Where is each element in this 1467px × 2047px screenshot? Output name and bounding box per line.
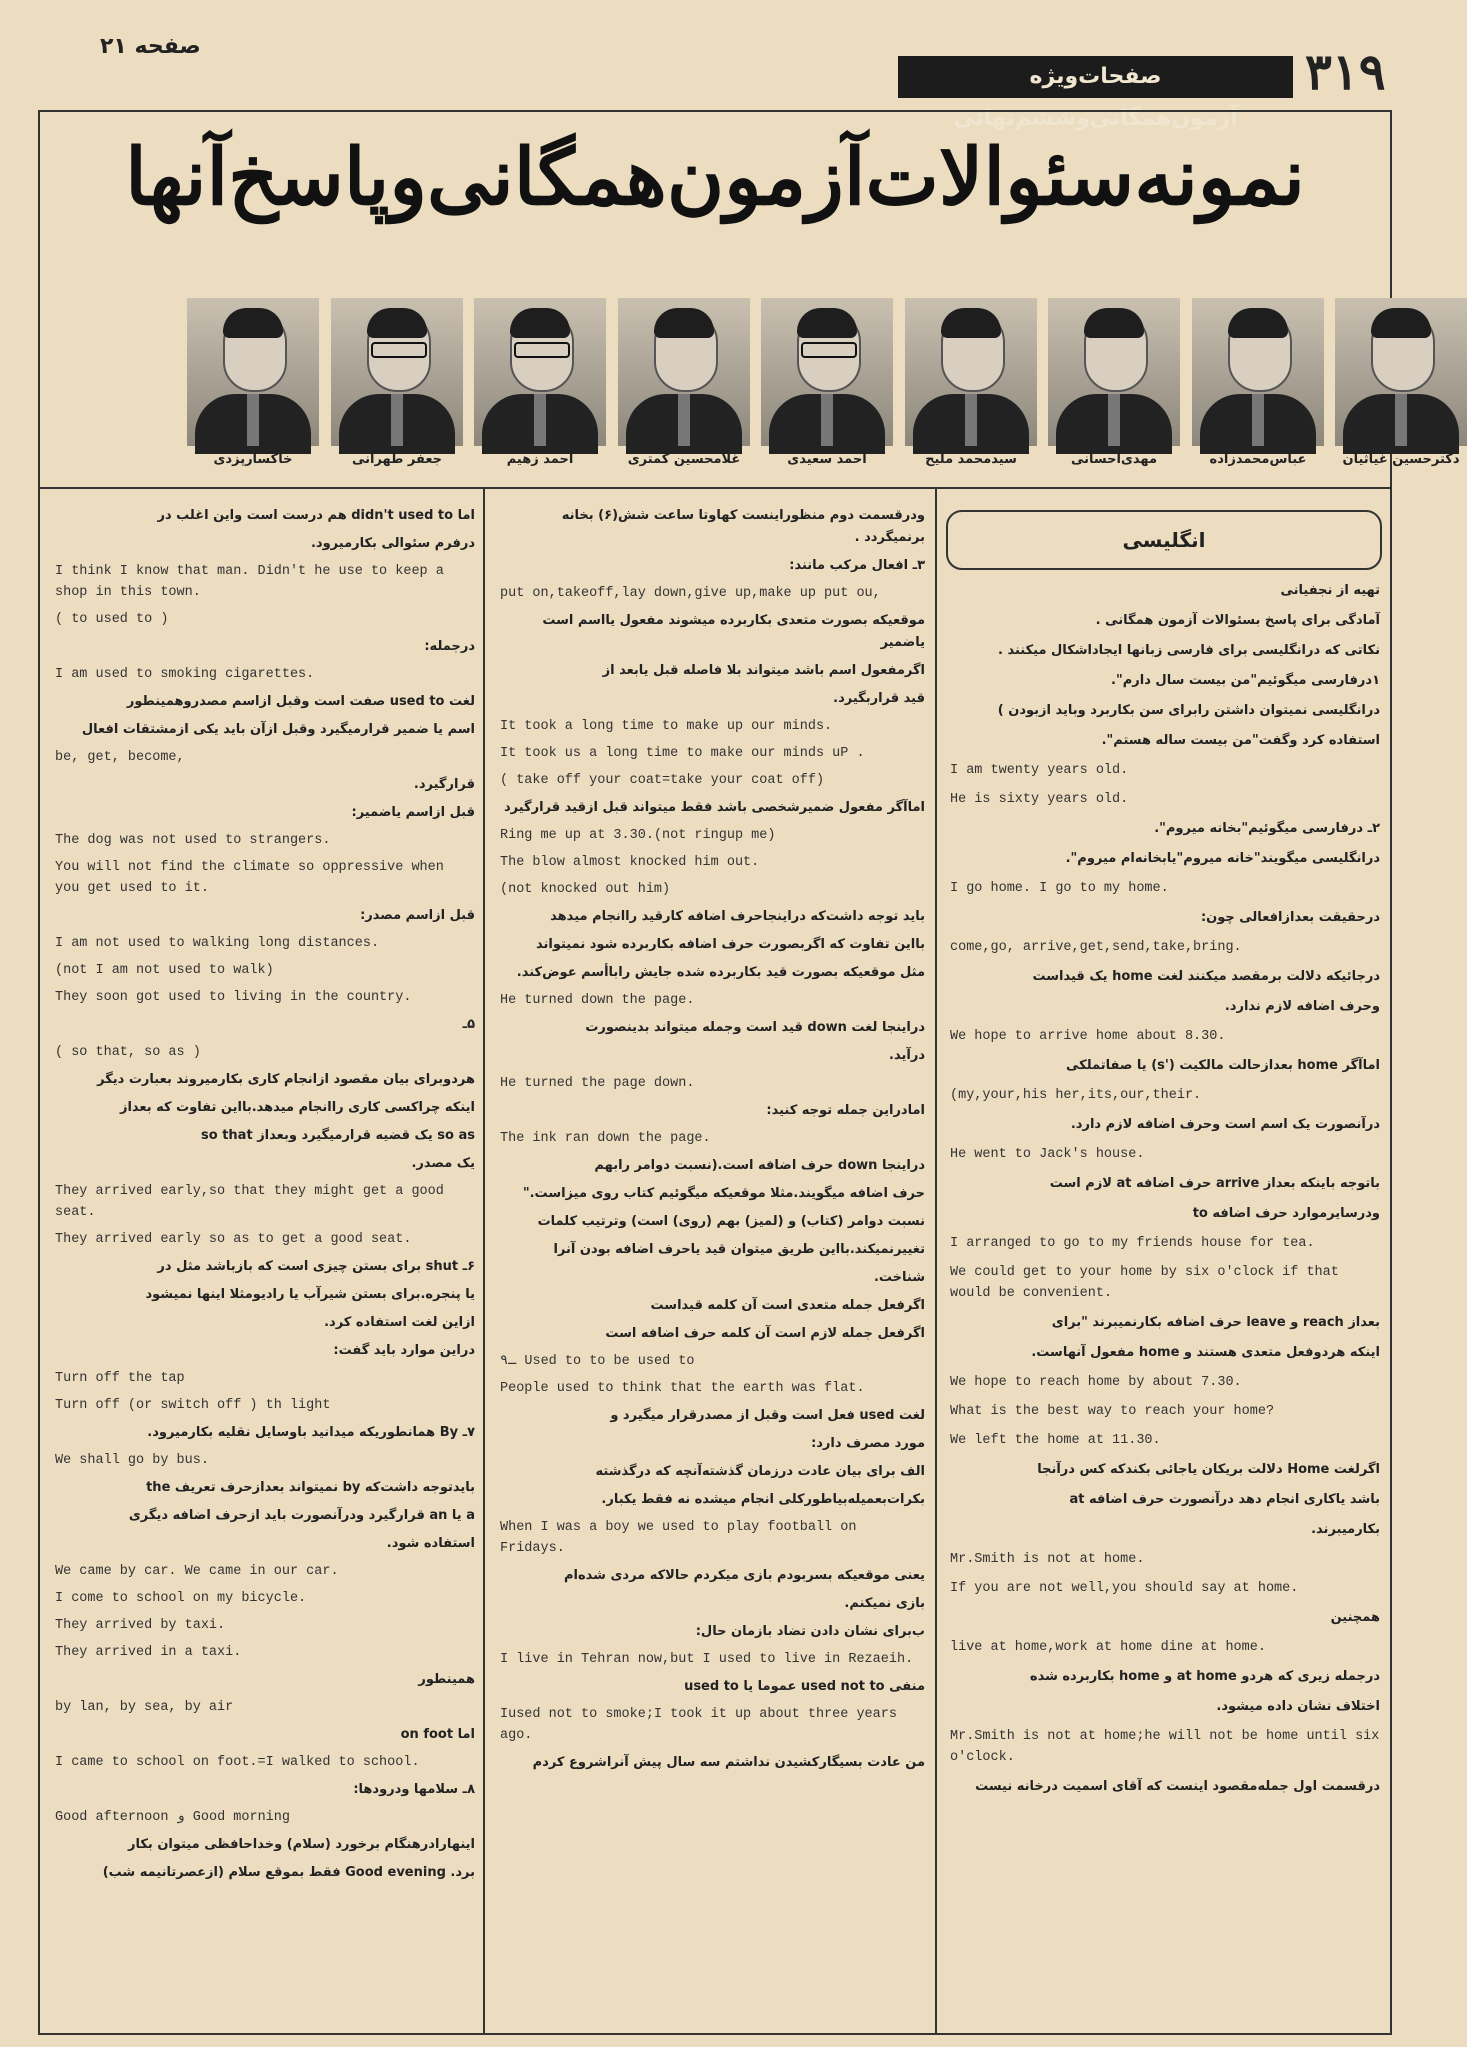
- persian-text: اما didn't used to هم درست است واین اغلب در: [157, 508, 475, 523]
- persian-text: دراین موارد باید گفت:: [333, 1343, 475, 1358]
- english-example: ( so that, so as ): [55, 1045, 201, 1060]
- english-example: I think I know that man. Didn't he use to keep a shop in this town.: [55, 564, 444, 600]
- english-example: People used to think that the earth was flat.: [500, 1381, 865, 1396]
- persian-text: ۶ـ shut برای بستن چیزی است که بازباشد مثل در: [157, 1259, 475, 1274]
- english-example: Ring me up at 3.30.(not ringup me): [500, 828, 776, 843]
- persian-text: ازاین لغت استفاده کرد.: [324, 1315, 475, 1330]
- persian-text: قبل ازاسم یاضمیر:: [351, 805, 475, 820]
- portrait-caption: غلامحسین کمتری: [627, 452, 741, 467]
- page-label: صفحه ۲۱: [100, 34, 201, 59]
- english-example: They arrived early,so that they might get a good seat.: [55, 1184, 444, 1220]
- persian-text: بکرات‌بعمیله‌بیاطورکلی انجام میشده نه فقط یکبار.: [601, 1492, 925, 1507]
- english-example: I arranged to go to my friends house for tea.: [950, 1236, 1315, 1251]
- persian-text: درآید.: [889, 1048, 925, 1063]
- column-divider-top: [38, 487, 1392, 489]
- persian-text: اینکه چراکسی کاری راانجام میدهد.بااین تفاوت که بعداز: [119, 1100, 475, 1115]
- english-example: (my,your,his her,its,our,their.: [950, 1088, 1202, 1103]
- persian-text: ۲ـ درفارسی میگوئیم"بخانه میروم".: [1154, 821, 1380, 836]
- persian-text: درجائیکه دلالت برمقصد میکنند لغت home یک قیداست: [1032, 969, 1380, 984]
- portrait-photo: [1048, 298, 1180, 446]
- english-example: I am used to smoking cigarettes.: [55, 667, 315, 682]
- persian-text: اسم یا ضمیر قرارمیگیرد وقبل ازآن باید یکی ازمشتقات افعال: [81, 722, 475, 737]
- english-example: Turn off (or switch off ) th light: [55, 1398, 331, 1413]
- persian-text: a یا an قرارگیرد ودرآنصورت باید ازحرف اضافه دیگری: [128, 1508, 475, 1523]
- persian-text: ودرقسمت دوم منظوراینست کهاوتا ساعت شش(۶) بخانه برنمیگردد .: [561, 508, 925, 545]
- persian-text: اگرلغت Home دلالت بریکان یاجائی بکندکه کس درآنجا: [1037, 1462, 1380, 1477]
- persian-text: ب‌برای نشان دادن تضاد بازمان حال:: [695, 1624, 925, 1639]
- english-example: I go home. I go to my home.: [950, 881, 1169, 896]
- english-example: They arrived early so as to get a good seat.: [55, 1232, 412, 1247]
- english-example: What is the best way to reach your home?: [950, 1404, 1275, 1419]
- persian-text: ۳ـ افعال مرکب مانند:: [789, 558, 925, 573]
- persian-text: بازی نمیکنم.: [844, 1596, 925, 1611]
- english-example: They soon got used to living in the country.: [55, 990, 412, 1005]
- persian-text: ۵ـ: [462, 1017, 475, 1032]
- english-example: ( to used to ): [55, 612, 169, 627]
- portrait-photo: [618, 298, 750, 446]
- persian-text: تهیه از نجفیانی: [1280, 583, 1380, 598]
- persian-text: آمادگی برای پاسخ بسئوالات آزمون همگانی .: [1095, 613, 1380, 628]
- persian-text: درجمله:: [424, 639, 475, 654]
- portrait-photo: [474, 298, 606, 446]
- page-number: ۳۱۹: [1305, 42, 1386, 101]
- english-example: We could get to your home by six o'clock if that would be convenient.: [950, 1265, 1339, 1301]
- persian-text: ۱درفارسی میگوئیم"من بیست سال دارم".: [1111, 673, 1380, 688]
- persian-text: اختلاف نشان داده میشود.: [1216, 1699, 1380, 1714]
- persian-text: درقسمت اول جمله‌مقصود اینست که آقای اسمیت درخانه نیست: [975, 1779, 1380, 1794]
- persian-text: درانگلیسی میگویند"خانه میروم"یابخانه‌ام میروم".: [1065, 851, 1380, 866]
- portrait-caption: احمد زهیم: [506, 452, 574, 467]
- main-title: نمونه‌سئوالات‌آزمون‌همگانی‌وپاسخ‌آنها: [125, 132, 1305, 223]
- persian-text: درحقیقت بعدازافعالی چون:: [1200, 910, 1380, 925]
- persian-text: همچنین: [1330, 1610, 1380, 1625]
- column-middle: [500, 505, 925, 1780]
- persian-text: مثل موقعیکه بصورت قید بکاربرده شده جایش راباأسم عوض‌کند.: [516, 965, 925, 980]
- persian-text: اینهارادرهنگام برخورد (سلام) وخداحافظی میتوان بکار: [128, 1837, 475, 1852]
- english-example: They arrived in a taxi.: [55, 1645, 242, 1660]
- portrait-caption: دکترحسین غیاثیان: [1342, 452, 1460, 467]
- persian-text: اگرفعل جمله متعدی است آن کلمه قیداست: [650, 1298, 925, 1313]
- english-example: He turned down the page.: [500, 993, 695, 1008]
- english-example: put on,takeoff,lay down,give up,make up put ou,: [500, 586, 881, 601]
- persian-text: اگرمفعول اسم باشد میتواند بلا فاصله قبل یابعد از: [602, 663, 925, 678]
- english-example: Mr.Smith is not at home;he will not be home until six o'clock.: [950, 1729, 1380, 1765]
- persian-text: درجمله زیری که هردو at home و home بکاربرده شده: [1029, 1669, 1380, 1684]
- portrait-caption: جعفر طهرانی: [351, 452, 443, 467]
- persian-text: استفاده کرد وگفت"من بیست ساله هستم".: [1101, 733, 1380, 748]
- persian-text: نسبت دوامر (کتاب) و (لمیز) بهم (روی) است) وترتیب کلمات: [537, 1214, 925, 1229]
- persian-text: موقعیکه بصورت متعدی بکاربرده میشوند مفعول یااسم است یاضمیر: [542, 613, 925, 650]
- persian-text: ۸ـ سلامها ودرودها:: [353, 1782, 475, 1797]
- section-heading-english: انگلیسی: [946, 510, 1382, 570]
- persian-text: یعنی موقعیکه بسربودم بازی میکردم حالاکه مردی شده‌ام: [564, 1568, 925, 1583]
- column-divider: [935, 487, 937, 2035]
- portrait-photo: [905, 298, 1037, 446]
- portrait-photo: [1335, 298, 1467, 446]
- english-example: The dog was not used to strangers.: [55, 833, 331, 848]
- persian-text: امادراین جمله توجه کنید:: [766, 1103, 925, 1118]
- english-example: He went to Jack's house.: [950, 1147, 1145, 1162]
- english-example: We shall go by bus.: [55, 1453, 209, 1468]
- english-example: It took a long time to make up our minds.: [500, 719, 833, 734]
- english-example: If you are not well,you should say at home.: [950, 1581, 1299, 1596]
- column-right: [950, 580, 1380, 1806]
- english-example: Iused not to smoke;I took it up about three years ago.: [500, 1707, 897, 1743]
- english-example: The ink ran down the page.: [500, 1131, 711, 1146]
- persian-text: بااین تفاوت که اگربصورت حرف اضافه بکاربرده شود نمیتواند: [536, 937, 925, 952]
- persian-text: حرف اضافه میگویند.مثلا موقعیکه میگوئیم کتاب روی میزاست.": [522, 1186, 925, 1201]
- persian-text: درآنصورت یک اسم است وحرف اضافه لازم دارد.: [1070, 1117, 1380, 1132]
- persian-text: ۷ـ By همانطوریکه میدانید باوسایل نقلیه بکارمیرود.: [147, 1425, 475, 1440]
- english-example: ۹ـ Used to to be used to: [500, 1354, 695, 1369]
- english-example: Good afternoon و Good morning: [55, 1810, 290, 1825]
- persian-text: من عادت بسیگارکشیدن نداشتم سه سال پیش آنراشروع کردم: [532, 1755, 925, 1770]
- persian-text: دراینجا down حرف اضافه است.(نسبت دوامر رابهم: [594, 1158, 925, 1173]
- column-left: [55, 505, 475, 1890]
- english-example: I am twenty years old.: [950, 763, 1129, 778]
- persian-text: قبل ازاسم مصدر:: [360, 908, 475, 923]
- portrait-caption: خاکسارپزدی: [213, 452, 293, 467]
- english-example: live at home,work at home dine at home.: [950, 1640, 1266, 1655]
- english-example: They arrived by taxi.: [55, 1618, 226, 1633]
- english-example: I came to school on foot.=I walked to school.: [55, 1755, 420, 1770]
- persian-text: so as یک قضیه قرارمیگیرد وبعداز so that: [201, 1128, 475, 1143]
- persian-text: یک مصدر.: [411, 1156, 475, 1171]
- persian-text: اینکه هردوفعل متعدی هستند و home مفعول آنهاست.: [1031, 1345, 1380, 1360]
- persian-text: قرارگیرد.: [413, 777, 475, 792]
- english-example: He turned the page down.: [500, 1076, 695, 1091]
- persian-text: اماآگر مفعول ضمیرشخصی باشد فقط میتواند قبل ازقید قرارگیرد: [503, 800, 925, 815]
- persian-text: مورد مصرف دارد:: [811, 1436, 925, 1451]
- persian-text: نکاتی که درانگلیسی برای فارسی زبانها ایجاداشکال میکنند .: [998, 643, 1380, 658]
- english-example: Mr.Smith is not at home.: [950, 1552, 1145, 1567]
- persian-text: وحرف اضافه لازم ندارد.: [1224, 999, 1380, 1014]
- portrait-photo: [761, 298, 893, 446]
- english-example: ( take off your coat=take your coat off): [500, 773, 825, 788]
- english-example: You will not find the climate so oppressive when you get used to it.: [55, 860, 444, 896]
- persian-text: باشد یاکاری انجام دهد درآنصورت حرف اضافه at: [1069, 1492, 1380, 1507]
- english-example: We left the home at 11.30.: [950, 1433, 1161, 1448]
- persian-text: درانگلیسی نمیتوان داشتن رابرای سن بکاربرد وباید ازبودن ): [997, 703, 1380, 718]
- persian-text: اگرفعل جمله لازم است آن کلمه حرف اضافه است: [605, 1326, 925, 1341]
- persian-text: باتوجه باینکه بعداز arrive حرف اضافه at لازم است: [1049, 1176, 1380, 1191]
- persian-text: باید توجه داشت‌که دراینجاحرف اضافه کارقید راانجام میدهد: [550, 909, 925, 924]
- persian-text: بکارمیبرند.: [1311, 1522, 1380, 1537]
- section-banner: صفحات‌ویژه آزمون‌همگانی‌وششم‌نهائی: [898, 56, 1293, 98]
- persian-text: هردوبرای بیان مقصود ازانجام کاری بکارمیروند بعبارت دیگر: [97, 1072, 475, 1087]
- portrait-photo: [187, 298, 319, 446]
- portrait-caption: عباس‌محمدزاده: [1209, 452, 1307, 467]
- persian-text: اماآگر home بعدازحالت مالکیت ('s) یا صفاتملکی: [1065, 1058, 1380, 1073]
- portrait-caption: احمد سعیدی: [787, 452, 867, 467]
- persian-text: بایدتوجه داشت‌که by نمیتواند بعدازحرف تعریف the: [146, 1480, 475, 1495]
- portrait-photo: [331, 298, 463, 446]
- column-divider: [483, 487, 485, 2035]
- persian-text: لغت used فعل است وقبل از مصدرقرار میگیرد و: [610, 1408, 925, 1423]
- persian-text: الف برای بیان عادت درزمان گذشته‌آنچه که درگذشته: [595, 1464, 925, 1479]
- portrait-caption: سیدمحمد ملیح: [925, 452, 1017, 467]
- english-example: (not I am not used to walk): [55, 963, 274, 978]
- persian-text: یا پنجره.برای بستن شیرآب یا رادیومثلا اینها نمیشود: [145, 1287, 475, 1302]
- english-example: We came by car. We came in our car.: [55, 1564, 339, 1579]
- english-example: Turn off the tap: [55, 1371, 185, 1386]
- persian-text: برد. Good evening فقط بموقع سلام (ازعصرتانیمه شب): [102, 1865, 475, 1880]
- persian-text: درفرم سئوالی بکارمیرود.: [310, 536, 475, 551]
- persian-text: دراینجا لغت down قید است وجمله میتواند بدینصورت: [585, 1020, 925, 1035]
- portrait-caption: مهدی‌احسانی: [1070, 452, 1158, 467]
- english-example: We hope to arrive home about 8.30.: [950, 1029, 1226, 1044]
- persian-text: بعداز reach و leave حرف اضافه بکارنمیبرند "برای: [1051, 1315, 1380, 1330]
- persian-text: اما on foot: [400, 1727, 475, 1742]
- persian-text: ودرسایرموارد حرف اضافه to: [1192, 1206, 1380, 1221]
- english-example: He is sixty years old.: [950, 792, 1129, 807]
- english-example: I come to school on my bicycle.: [55, 1591, 307, 1606]
- persian-text: استفاده شود.: [386, 1536, 475, 1551]
- persian-text: همینطور: [418, 1672, 475, 1687]
- english-example: by lan, by sea, by air: [55, 1700, 234, 1715]
- english-example: come,go, arrive,get,send,take,bring.: [950, 940, 1242, 955]
- english-example: When I was a boy we used to play football on Fridays.: [500, 1520, 857, 1556]
- english-example: It took us a long time to make our minds uP .: [500, 746, 865, 761]
- portrait-photo: [1192, 298, 1324, 446]
- persian-text: منفی used not to عموما یا used to: [684, 1679, 925, 1694]
- english-example: We hope to reach home by about 7.30.: [950, 1375, 1242, 1390]
- english-example: I am not used to walking long distances.: [55, 936, 380, 951]
- english-example: (not knocked out him): [500, 882, 671, 897]
- persian-text: تغییرنمیکند.بااین طریق میتوان قید یاحرف اضافه بودن آنرا: [553, 1242, 925, 1257]
- english-example: I live in Tehran now,but I used to live in Rezaeih.: [500, 1652, 914, 1667]
- persian-text: شناخت.: [873, 1270, 925, 1285]
- persian-text: قید قراربگیرد.: [833, 691, 925, 706]
- english-example: The blow almost knocked him out.: [500, 855, 760, 870]
- persian-text: لغت used to صفت است وقبل ازاسم مصدروهمینطور: [126, 694, 475, 709]
- english-example: be, get, become,: [55, 750, 185, 765]
